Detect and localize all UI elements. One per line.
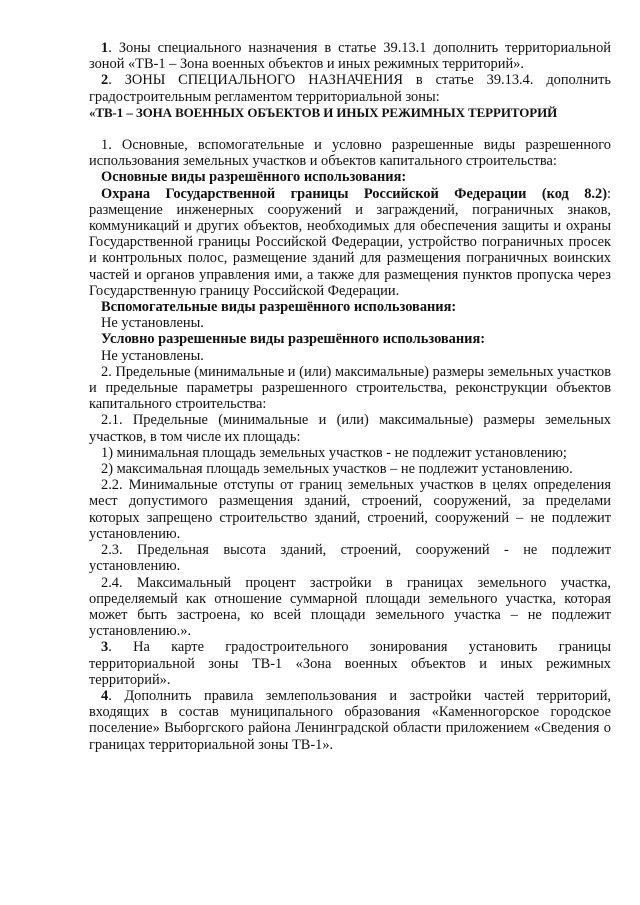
paragraph-1 [89, 40, 611, 72]
zone-title: «ТВ-1 – ЗОНА ВОЕННЫХ ОБЪЕКТОВ И ИНЫХ РЕЖИМНЫХ ТЕРРИТОРИЙ [89, 104, 558, 120]
border-protection-text: : размещение инженерных сооружений и заграждений, пограничных знаков, коммуникаций и других объектов, необходимых для обеспечения защиты и охраны Государственной границы Российской Федерации, устройство пограничных просек и контрольных полос, размещение зданий для размещения пограничных воинских частей и органов управления ими, а также для размещения пунктов пропуска через Государственную границу Российской Федерации. [89, 185, 611, 299]
border-protection-paragraph [89, 186, 611, 299]
paragraph-2-text: . ЗОНЫ СПЕЦИАЛЬНОГО НАЗНАЧЕНИЯ в статье 39.13.4. дополнить градостроительным регламентом территориальной зоны: [89, 72, 611, 105]
paragraph-3 [89, 639, 611, 688]
document-page [89, 40, 611, 753]
conditional-uses-value: Не установлены. [101, 347, 204, 364]
paragraph-3-number: 3 [101, 639, 109, 656]
paragraph-1-number: 1 [101, 40, 109, 56]
heading-conditional-uses: Условно разрешенные виды разрешённого использования: [101, 331, 486, 348]
paragraph-4-text: . Дополнить правила землепользования и застройки частей территорий, входящих в состав муниципального образования «Каменногорское городское поселение» Выборгского района Ленинградской области приложением «Сведения о границах территориальной зоны ТВ-1». [89, 687, 611, 753]
heading-main-uses: Основные виды разрешённого использования: [101, 169, 407, 186]
spacer [89, 121, 611, 137]
paragraph-1-text: . Зоны специального назначения в статье 39.13.1 дополнить территориальной зоной «ТВ-1 – Зона военных объектов и иных режимных территорий». [89, 40, 611, 73]
section-2-1-item-1: 1) минимальная площадь земельных участков - не подлежит установлению; [101, 444, 567, 461]
paragraph-2-number: 2 [101, 72, 109, 89]
heading-auxiliary-uses: Вспомогательные виды разрешённого использования: [101, 299, 457, 316]
section-2-3-text: 2.3. Предельная высота зданий, строений, сооружений - не подлежит установлению. [89, 542, 611, 575]
auxiliary-uses-value: Не установлены. [101, 315, 204, 332]
paragraph-3-text: . На карте градостроительного зонирования установить границы территориальной зоны ТВ-1 «Зона военных объектов и иных режимных территорий». [89, 639, 611, 688]
paragraph-4-number: 4 [101, 687, 109, 704]
section-2-1-item-2: 2) максимальная площадь земельных участков – не подлежит установлению. [101, 461, 573, 478]
section-2-1-text: 2.1. Предельные (минимальные и (или) максимальные) размеры земельных участков, в том числе их площадь: [89, 412, 611, 445]
section-2-text: 2. Предельные (минимальные и (или) максимальные) размеры земельных участков и предельные параметры разрешенного строительства, реконструкции объектов капитального строительства: [89, 363, 611, 413]
border-protection-title: Охрана Государственной границы Российской Федерации (код 8.2) [101, 185, 607, 202]
section-2-2-text: 2.2. Минимальные отступы от границ земельных участков в целях определения мест допустимого размещения зданий, строений, сооружений, за пределами которых запрещено строительство зданий, строений, сооружений – не подлежит установлению. [89, 477, 611, 542]
section-2-4-text: 2.4. Максимальный процент застройки в границах земельного участка, определяемый как отношение суммарной площади земельного участка, которая может быть застроена, ко всей площади земельного участка – не подлежит установлению.». [89, 574, 611, 640]
paragraph-2 [89, 72, 611, 104]
section-1-text: 1. Основные, вспомогательные и условно разрешенные виды разрешенного использования земельных участков и объектов капитального строительства: [89, 137, 611, 170]
paragraph-4 [89, 688, 611, 753]
